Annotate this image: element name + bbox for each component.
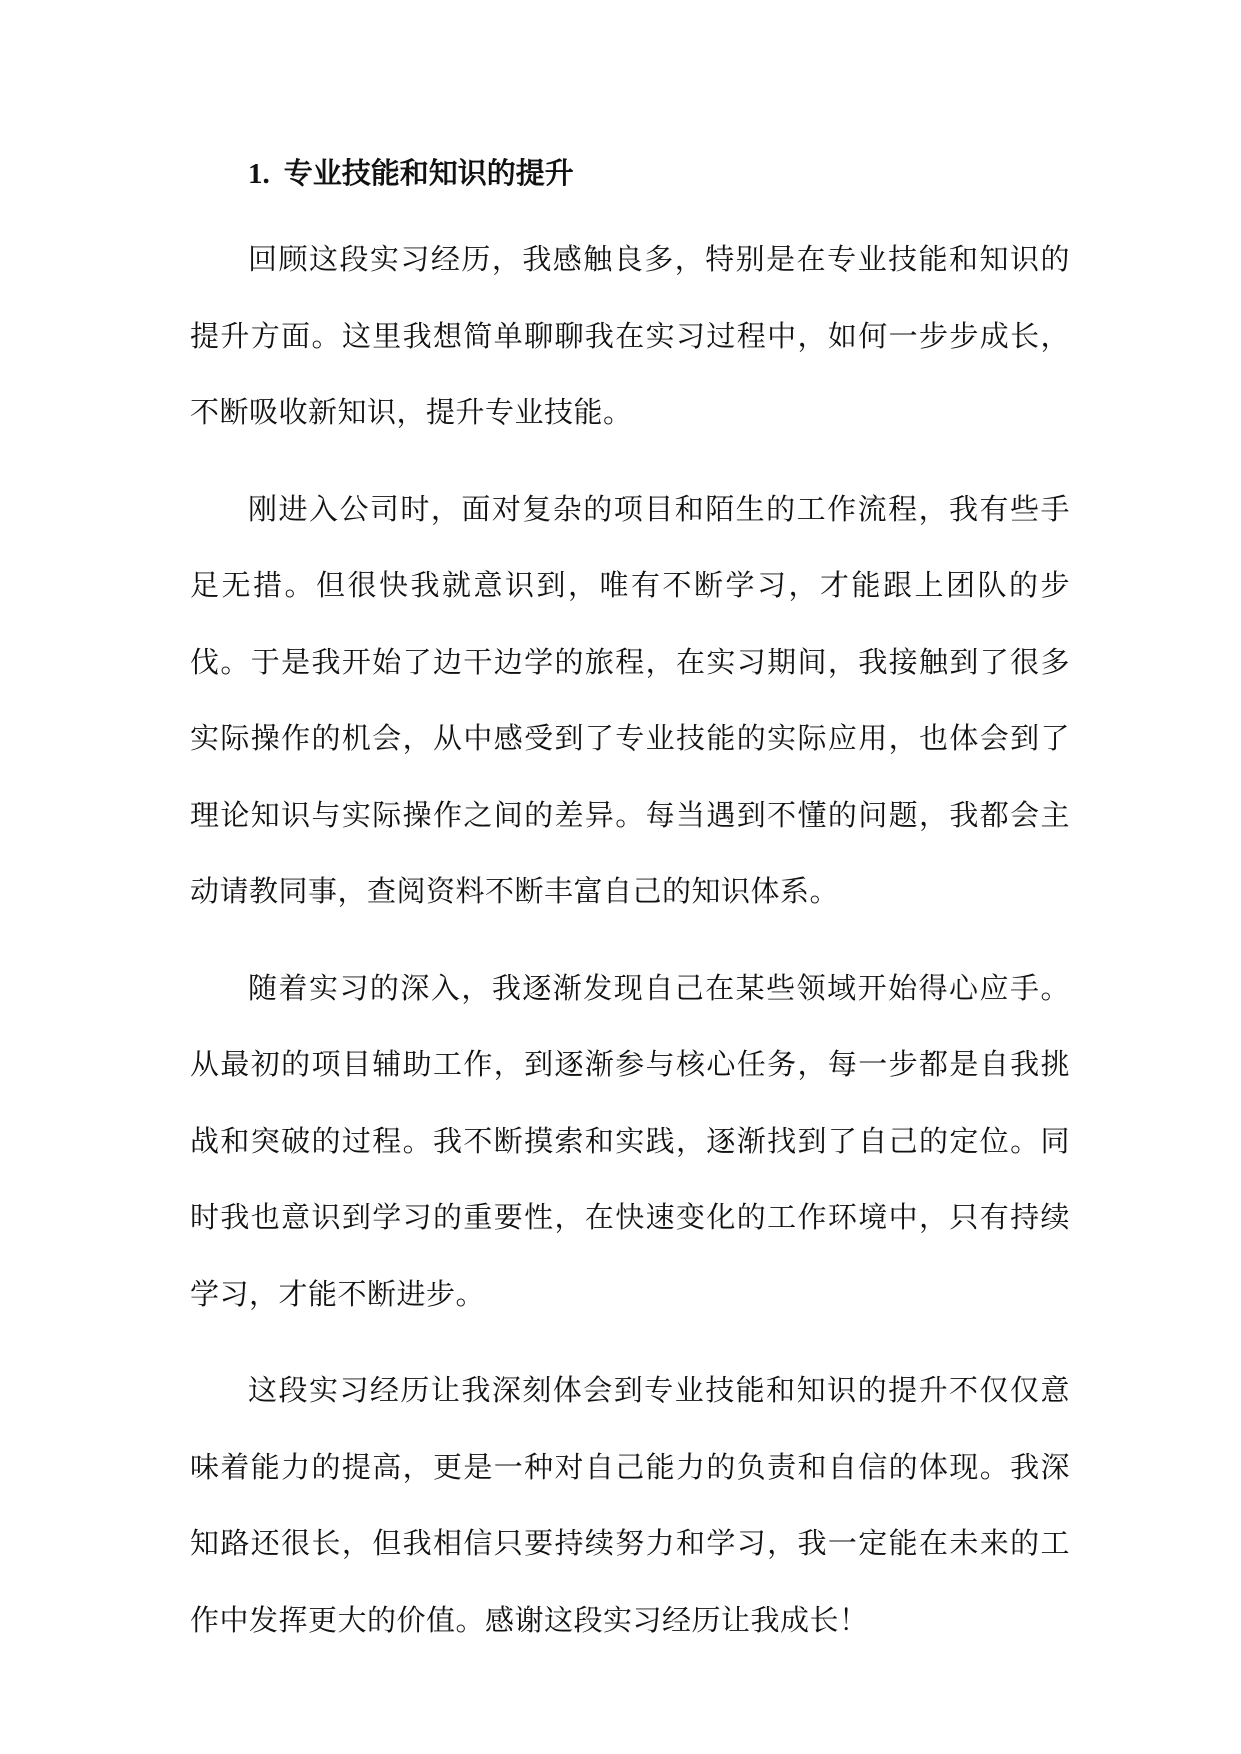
section-number: 1. — [248, 158, 270, 190]
paragraph-3: 随着实习的深入，我逐渐发现自己在某些领域开始得心应手。从最初的项目辅助工作，到逐渐参与核心任务，每一步都是自我挑战和突破的过程。我不断摸索和实践，逐渐找到了自己的定位。同时我也意识到学习的重要性，在快速变化的工作环境中，只有持续学习，才能不断进步。 — [190, 970, 1070, 1311]
paragraph-1: 回顾这段实习经历，我感触良多，特别是在专业技能和知识的提升方面。这里我想简单聊聊我在实习过程中，如何一步步成长，不断吸收新知识，提升专业技能。 — [190, 242, 1070, 429]
paragraph-2: 刚进入公司时，面对复杂的项目和陌生的工作流程，我有些手足无措。但很快我就意识到，唯有不断学习，才能跟上团队的步伐。于是我开始了边干边学的旅程，在实习期间，我接触到了很多实际操作的机会，从中感受到了专业技能的实际应用，也体会到了理论知识与实际操作之间的差异。每当遇到不懂的问题，我都会主动请教同事，查阅资料不断丰富自己的知识体系。 — [190, 491, 1070, 908]
section-title: 专业技能和知识的提升 — [283, 156, 574, 190]
document-body — [190, 145, 1070, 1658]
paragraph-4: 这段实习经历让我深刻体会到专业技能和知识的提升不仅仅意味着能力的提高，更是一种对自己能力的负责和自信的体现。我深知路还很长，但我相信只要持续努力和学习，我一定能在未来的工作中发挥更大的价值。感谢这段实习经历让我成长！ — [190, 1373, 1070, 1637]
section-heading — [190, 145, 1070, 201]
